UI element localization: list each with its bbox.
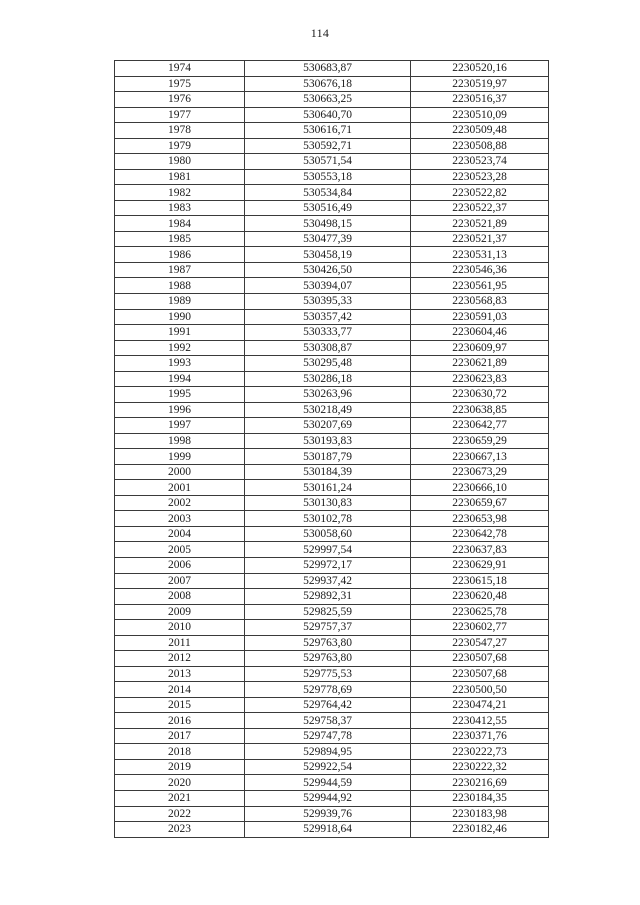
x-coordinate-cell: 529939,76 — [245, 806, 411, 822]
table-row — [115, 402, 549, 418]
x-coordinate-cell: 530553,18 — [245, 169, 411, 185]
x-coordinate-cell: 530130,83 — [245, 495, 411, 511]
x-coordinate-cell: 529825,59 — [245, 604, 411, 620]
x-coordinate-cell: 530184,39 — [245, 464, 411, 480]
table-row — [115, 511, 549, 527]
y-coordinate-cell: 2230523,28 — [411, 169, 549, 185]
point-number-cell: 1994 — [115, 371, 245, 387]
y-coordinate-cell: 2230507,68 — [411, 651, 549, 667]
table-row — [115, 635, 549, 651]
y-coordinate-cell: 2230183,98 — [411, 806, 549, 822]
y-coordinate-cell: 2230507,68 — [411, 666, 549, 682]
x-coordinate-cell: 529764,42 — [245, 697, 411, 713]
y-coordinate-cell: 2230625,78 — [411, 604, 549, 620]
point-number-cell: 2019 — [115, 759, 245, 775]
x-coordinate-cell: 530477,39 — [245, 231, 411, 247]
x-coordinate-cell: 529944,92 — [245, 790, 411, 806]
point-number-cell: 2011 — [115, 635, 245, 651]
coordinates-table — [114, 60, 549, 838]
table-row — [115, 387, 549, 403]
y-coordinate-cell: 2230184,35 — [411, 790, 549, 806]
x-coordinate-cell: 529758,37 — [245, 713, 411, 729]
y-coordinate-cell: 2230523,74 — [411, 154, 549, 170]
table-row — [115, 573, 549, 589]
y-coordinate-cell: 2230222,32 — [411, 759, 549, 775]
point-number-cell: 1987 — [115, 262, 245, 278]
point-number-cell: 1975 — [115, 76, 245, 92]
x-coordinate-cell: 530161,24 — [245, 480, 411, 496]
table-row — [115, 356, 549, 372]
table-row — [115, 775, 549, 791]
y-coordinate-cell: 2230521,89 — [411, 216, 549, 232]
point-number-cell: 2014 — [115, 682, 245, 698]
y-coordinate-cell: 2230659,67 — [411, 495, 549, 511]
x-coordinate-cell: 529757,37 — [245, 620, 411, 636]
point-number-cell: 1996 — [115, 402, 245, 418]
point-number-cell: 2013 — [115, 666, 245, 682]
y-coordinate-cell: 2230561,95 — [411, 278, 549, 294]
x-coordinate-cell: 529918,64 — [245, 822, 411, 838]
point-number-cell: 1992 — [115, 340, 245, 356]
table-row — [115, 107, 549, 123]
y-coordinate-cell: 2230519,97 — [411, 76, 549, 92]
table-row — [115, 480, 549, 496]
x-coordinate-cell: 530516,49 — [245, 200, 411, 216]
table-row — [115, 666, 549, 682]
point-number-cell: 2006 — [115, 558, 245, 574]
point-number-cell: 2008 — [115, 589, 245, 605]
x-coordinate-cell: 530207,69 — [245, 418, 411, 434]
y-coordinate-cell: 2230371,76 — [411, 728, 549, 744]
y-coordinate-cell: 2230474,21 — [411, 697, 549, 713]
point-number-cell: 1978 — [115, 123, 245, 139]
table-row — [115, 200, 549, 216]
x-coordinate-cell: 530534,84 — [245, 185, 411, 201]
table-row — [115, 371, 549, 387]
table-row — [115, 651, 549, 667]
point-number-cell: 2000 — [115, 464, 245, 480]
y-coordinate-cell: 2230509,48 — [411, 123, 549, 139]
point-number-cell: 1990 — [115, 309, 245, 325]
y-coordinate-cell: 2230629,91 — [411, 558, 549, 574]
point-number-cell: 2018 — [115, 744, 245, 760]
table-row — [115, 728, 549, 744]
table-row — [115, 806, 549, 822]
x-coordinate-cell: 529763,80 — [245, 651, 411, 667]
y-coordinate-cell: 2230591,03 — [411, 309, 549, 325]
x-coordinate-cell: 530458,19 — [245, 247, 411, 263]
x-coordinate-cell: 529944,59 — [245, 775, 411, 791]
y-coordinate-cell: 2230522,82 — [411, 185, 549, 201]
y-coordinate-cell: 2230621,89 — [411, 356, 549, 372]
table-row — [115, 293, 549, 309]
x-coordinate-cell: 530498,15 — [245, 216, 411, 232]
y-coordinate-cell: 2230510,09 — [411, 107, 549, 123]
point-number-cell: 1983 — [115, 200, 245, 216]
point-number-cell: 2022 — [115, 806, 245, 822]
table-row — [115, 713, 549, 729]
point-number-cell: 2015 — [115, 697, 245, 713]
table-row — [115, 262, 549, 278]
point-number-cell: 2005 — [115, 542, 245, 558]
y-coordinate-cell: 2230521,37 — [411, 231, 549, 247]
x-coordinate-cell: 530571,54 — [245, 154, 411, 170]
coordinates-table-body — [115, 61, 549, 838]
y-coordinate-cell: 2230508,88 — [411, 138, 549, 154]
x-coordinate-cell: 530218,49 — [245, 402, 411, 418]
point-number-cell: 2021 — [115, 790, 245, 806]
y-coordinate-cell: 2230546,36 — [411, 262, 549, 278]
x-coordinate-cell: 529763,80 — [245, 635, 411, 651]
table-row — [115, 759, 549, 775]
point-number-cell: 2004 — [115, 526, 245, 542]
point-number-cell: 1979 — [115, 138, 245, 154]
y-coordinate-cell: 2230667,13 — [411, 449, 549, 465]
y-coordinate-cell: 2230642,78 — [411, 526, 549, 542]
point-number-cell: 1977 — [115, 107, 245, 123]
table-row — [115, 822, 549, 838]
point-number-cell: 2010 — [115, 620, 245, 636]
x-coordinate-cell: 530102,78 — [245, 511, 411, 527]
table-row — [115, 433, 549, 449]
x-coordinate-cell: 529894,95 — [245, 744, 411, 760]
x-coordinate-cell: 530395,33 — [245, 293, 411, 309]
point-number-cell: 1998 — [115, 433, 245, 449]
y-coordinate-cell: 2230615,18 — [411, 573, 549, 589]
x-coordinate-cell: 529997,54 — [245, 542, 411, 558]
table-row — [115, 76, 549, 92]
y-coordinate-cell: 2230659,29 — [411, 433, 549, 449]
x-coordinate-cell: 530333,77 — [245, 325, 411, 341]
y-coordinate-cell: 2230568,83 — [411, 293, 549, 309]
point-number-cell: 1997 — [115, 418, 245, 434]
table-row — [115, 682, 549, 698]
x-coordinate-cell: 529922,54 — [245, 759, 411, 775]
point-number-cell: 2003 — [115, 511, 245, 527]
table-row — [115, 216, 549, 232]
x-coordinate-cell: 530426,50 — [245, 262, 411, 278]
table-row — [115, 231, 549, 247]
point-number-cell: 1991 — [115, 325, 245, 341]
y-coordinate-cell: 2230673,29 — [411, 464, 549, 480]
x-coordinate-cell: 529778,69 — [245, 682, 411, 698]
point-number-cell: 2017 — [115, 728, 245, 744]
y-coordinate-cell: 2230222,73 — [411, 744, 549, 760]
y-coordinate-cell: 2230637,83 — [411, 542, 549, 558]
y-coordinate-cell: 2230547,27 — [411, 635, 549, 651]
table-row — [115, 169, 549, 185]
y-coordinate-cell: 2230531,13 — [411, 247, 549, 263]
point-number-cell: 2007 — [115, 573, 245, 589]
point-number-cell: 2012 — [115, 651, 245, 667]
x-coordinate-cell: 530640,70 — [245, 107, 411, 123]
x-coordinate-cell: 529747,78 — [245, 728, 411, 744]
y-coordinate-cell: 2230604,46 — [411, 325, 549, 341]
y-coordinate-cell: 2230520,16 — [411, 61, 549, 77]
x-coordinate-cell: 530394,07 — [245, 278, 411, 294]
table-row — [115, 542, 549, 558]
table-row — [115, 123, 549, 139]
table-row — [115, 278, 549, 294]
table-row — [115, 309, 549, 325]
table-row — [115, 92, 549, 108]
page-number: 114 — [310, 26, 330, 40]
x-coordinate-cell: 530295,48 — [245, 356, 411, 372]
y-coordinate-cell: 2230630,72 — [411, 387, 549, 403]
point-number-cell: 1993 — [115, 356, 245, 372]
table-row — [115, 61, 549, 77]
y-coordinate-cell: 2230623,83 — [411, 371, 549, 387]
y-coordinate-cell: 2230516,37 — [411, 92, 549, 108]
point-number-cell: 2009 — [115, 604, 245, 620]
point-number-cell: 2016 — [115, 713, 245, 729]
x-coordinate-cell: 530592,71 — [245, 138, 411, 154]
point-number-cell: 1982 — [115, 185, 245, 201]
y-coordinate-cell: 2230216,69 — [411, 775, 549, 791]
table-row — [115, 418, 549, 434]
point-number-cell: 1988 — [115, 278, 245, 294]
x-coordinate-cell: 529892,31 — [245, 589, 411, 605]
table-row — [115, 790, 549, 806]
y-coordinate-cell: 2230620,48 — [411, 589, 549, 605]
table-row — [115, 558, 549, 574]
y-coordinate-cell: 2230182,46 — [411, 822, 549, 838]
x-coordinate-cell: 529972,17 — [245, 558, 411, 574]
y-coordinate-cell: 2230642,77 — [411, 418, 549, 434]
x-coordinate-cell: 530286,18 — [245, 371, 411, 387]
point-number-cell: 2023 — [115, 822, 245, 838]
table-row — [115, 744, 549, 760]
y-coordinate-cell: 2230609,97 — [411, 340, 549, 356]
x-coordinate-cell: 530616,71 — [245, 123, 411, 139]
table-row — [115, 526, 549, 542]
y-coordinate-cell: 2230500,50 — [411, 682, 549, 698]
table-row — [115, 138, 549, 154]
table-row — [115, 247, 549, 263]
point-number-cell: 2020 — [115, 775, 245, 791]
x-coordinate-cell: 530676,18 — [245, 76, 411, 92]
y-coordinate-cell: 2230638,85 — [411, 402, 549, 418]
y-coordinate-cell: 2230522,37 — [411, 200, 549, 216]
x-coordinate-cell: 530193,83 — [245, 433, 411, 449]
point-number-cell: 1976 — [115, 92, 245, 108]
table-row — [115, 589, 549, 605]
table-row — [115, 620, 549, 636]
table-row — [115, 185, 549, 201]
table-row — [115, 154, 549, 170]
x-coordinate-cell: 529775,53 — [245, 666, 411, 682]
x-coordinate-cell: 530308,87 — [245, 340, 411, 356]
point-number-cell: 1989 — [115, 293, 245, 309]
table-row — [115, 449, 549, 465]
point-number-cell: 1986 — [115, 247, 245, 263]
point-number-cell: 1995 — [115, 387, 245, 403]
y-coordinate-cell: 2230602,77 — [411, 620, 549, 636]
y-coordinate-cell: 2230666,10 — [411, 480, 549, 496]
point-number-cell: 1984 — [115, 216, 245, 232]
y-coordinate-cell: 2230653,98 — [411, 511, 549, 527]
point-number-cell: 1985 — [115, 231, 245, 247]
table-row — [115, 697, 549, 713]
x-coordinate-cell: 530663,25 — [245, 92, 411, 108]
table-row — [115, 340, 549, 356]
point-number-cell: 1980 — [115, 154, 245, 170]
point-number-cell: 1981 — [115, 169, 245, 185]
table-row — [115, 495, 549, 511]
x-coordinate-cell: 530263,96 — [245, 387, 411, 403]
y-coordinate-cell: 2230412,55 — [411, 713, 549, 729]
x-coordinate-cell: 530187,79 — [245, 449, 411, 465]
table-row — [115, 604, 549, 620]
point-number-cell: 2002 — [115, 495, 245, 511]
x-coordinate-cell: 530058,60 — [245, 526, 411, 542]
point-number-cell: 1974 — [115, 61, 245, 77]
x-coordinate-cell: 530357,42 — [245, 309, 411, 325]
x-coordinate-cell: 530683,87 — [245, 61, 411, 77]
table-row — [115, 325, 549, 341]
table-row — [115, 464, 549, 480]
x-coordinate-cell: 529937,42 — [245, 573, 411, 589]
point-number-cell: 2001 — [115, 480, 245, 496]
point-number-cell: 1999 — [115, 449, 245, 465]
